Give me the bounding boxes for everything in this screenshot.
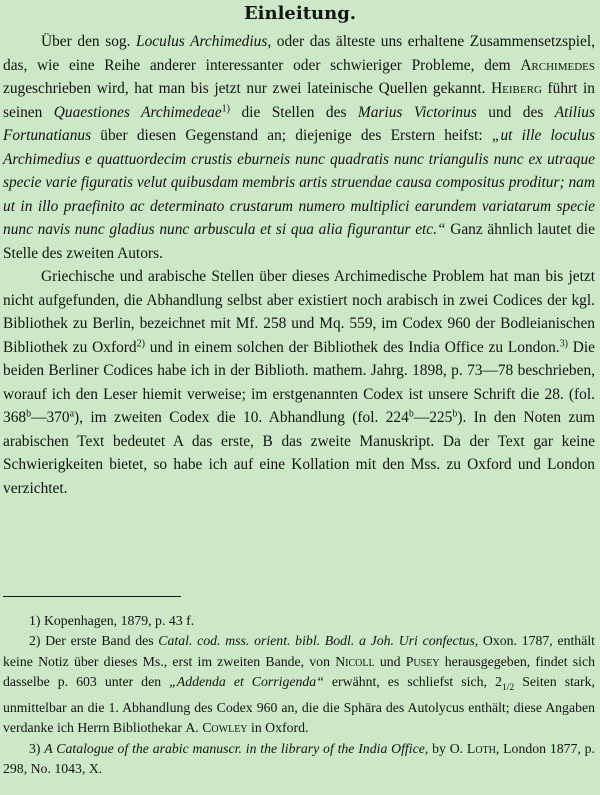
text-run: ). In den Noten zum arabischen Text bedeutet A das erste, B das zweite Manuskript. Da der Text gar keine Schwierigkeiten bietet, so habe ich auf eine Kollation mit den Mss. zu Oxford und London verzichtet.	[3, 409, 595, 497]
author-fortunatianus: Atilius Fortunatianus	[3, 103, 595, 144]
term-loculus: Loculus Archimedius,	[136, 33, 272, 50]
author-victorinus: Marius Victorinus	[357, 103, 477, 121]
text-run: herausgegeben, findet sich dasselbe p. 603 unter den	[3, 653, 595, 689]
footnote-1: 1) Kopenhagen, 1879, p. 43 f.	[29, 613, 195, 628]
folio-sup: b	[26, 408, 32, 420]
text-run: über diesen Gegenstand an; diejenige des Erstern heifst:	[91, 127, 492, 144]
work-title: Quaestiones Archimedeae	[53, 103, 222, 121]
catalogue-title: A Catalogue of the arabic manuscr. in the library of the India Office,	[44, 740, 429, 756]
paragraph-2	[3, 265, 595, 500]
author-nicoll: Nicoll	[335, 653, 375, 669]
author-loth: O. Loth	[449, 740, 496, 756]
folio-sup: a	[69, 408, 75, 420]
latin-quote: „ut ille loculus Archimedius e quattuordecim crustis eburneis nunc quadratis nunc triangulis nunc ex utraque specie varie figuratis velut quibusdam membris artis struendae causa compositus proditur; nam ut in illo praefinito ac determinato crustarum numero multiplici earundem variatarum specie nunc navis nunc gladius nunc arbuscula et si qua alia figurantur etc.“	[3, 127, 595, 238]
author-archimedes: Archimedes	[520, 56, 595, 74]
text-run: 2) Der erste Band des	[29, 633, 159, 649]
text-run: die Stellen des	[230, 103, 358, 121]
text-run: —370	[31, 409, 70, 426]
text-run: führt in seinen	[3, 80, 595, 121]
text-run: und	[374, 653, 406, 669]
footnotes	[3, 611, 595, 779]
text-run: by	[428, 740, 450, 756]
footnote-divider	[3, 596, 181, 597]
footnote-ref-1: 1)	[221, 103, 231, 114]
text-run: Oxon. 1787, enthält keine Notiz über dieses Ms., erst im zweiten Bande, von	[3, 633, 595, 669]
page-title: Einleitung.	[243, 3, 357, 24]
author-cowley: A. Cowley	[185, 720, 248, 736]
footnote-ref-3: 3)	[559, 338, 568, 349]
footnote-2	[3, 631, 595, 738]
text-run: und in einem solchen der Bibliothek des India Office zu London.	[144, 338, 560, 356]
fraction: 1/2	[501, 681, 515, 693]
text-run: und des	[476, 103, 555, 121]
text-run: Griechische und arabische Stellen über dieses Archimedische Problem hat man bis jetzt nicht aufgefunden, die Abhandlung selbst aber existiert noch arabisch in zwei Codices der kgl. Bibliothek zu Berlin, bezeichnet mit Mf. 258 und Mq. 559, im Codex 960 der Bodleianischen Bibliothek zu Oxford	[3, 268, 595, 356]
footnote-ref-2: 2)	[136, 338, 145, 349]
text-run: 3)	[29, 740, 45, 756]
catalogue-title: Catal. cod. mss. orient. bibl. Bodl. a Joh. Uri confectus,	[158, 633, 479, 649]
author-pusey: Pusey	[405, 653, 440, 669]
text-run: ), im zweiten Codex die 10. Abhandlung (fol. 224	[74, 409, 409, 426]
folio-sup: b	[408, 408, 414, 420]
paragraph-1	[3, 30, 595, 265]
text-run: Ganz ähnlich lautet die Stelle des zweiten Autors.	[3, 221, 595, 262]
text-run: oder das älteste uns erhaltene Zusammensetzspiel, das, wie eine Reihe anderer interessanter oder schwieriger Probleme, dem	[3, 33, 595, 74]
addenda-title: „Addenda et Corrigenda“	[169, 673, 324, 689]
body-text	[3, 30, 595, 500]
text-run: , London 1877, p. 298, No. 1043, X.	[3, 740, 596, 776]
text-run: Die beiden Berliner Codices habe ich in der Biblioth. mathem. Jahrg. 1898, p. 73—78 beschrieben, worauf ich den Leser hiemit verweise; im erstgenannten Codex ist unsere Schrift die 28. (fol. 368	[3, 338, 595, 426]
text-run: erwähnt, es schliefst sich, 2	[323, 673, 502, 689]
text-run: Über den sog.	[41, 33, 137, 50]
text-run: —225	[413, 409, 453, 426]
text-run: zugeschrieben wird, hat man bis jetzt nur zwei lateinische Quellen gekannt.	[3, 80, 492, 97]
text-run: Seiten stark, unmittelbar an die 1. Abhandlung des Codex 960 an, die die Sphära des Autolycus enthält; diese Angaben verdanke ich Herrn Bibliothekar	[3, 673, 595, 736]
author-heiberg: Heiberg	[491, 80, 542, 97]
folio-sup: b	[452, 408, 458, 420]
text-run: in Oxford.	[247, 720, 309, 736]
footnote-3	[3, 739, 595, 780]
